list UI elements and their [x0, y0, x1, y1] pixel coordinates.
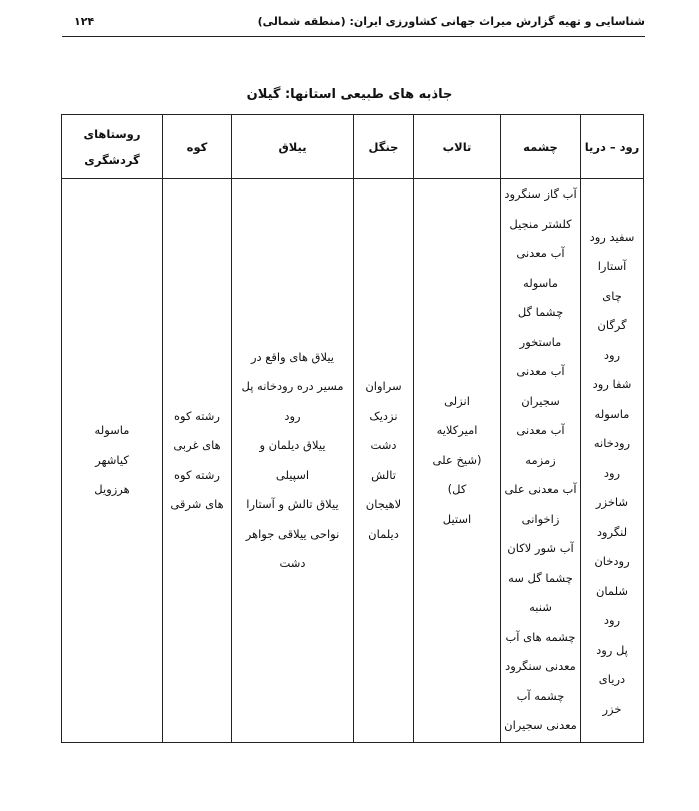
cell-line: ییلاق های واقع در — [250, 349, 335, 364]
cell-line: های غربی — [173, 438, 221, 452]
cell-line: کلشتر منجیل — [509, 216, 572, 231]
cell-line: رود — [603, 347, 621, 362]
cell-line: ماسوله — [523, 275, 558, 290]
column-header-mountain: کوه — [163, 115, 232, 179]
cell-line: رشته کوه — [174, 408, 220, 423]
column-header-spring: چشمه — [501, 115, 581, 179]
cell-line: اسپیلی — [275, 467, 310, 482]
cell-line: استیل — [442, 511, 472, 526]
cell-line: رود — [284, 408, 301, 423]
cell-mountain — [163, 179, 232, 743]
cell-line: چشما گل — [517, 305, 564, 320]
cell-line: سراوان — [365, 379, 402, 393]
cell-line: معدنی سجیران — [504, 718, 577, 733]
cell-line: شنبه — [529, 600, 552, 615]
cell-line: چشما گل سه — [508, 570, 573, 585]
page-number: ۱۲۴ — [74, 15, 95, 28]
cell-line: ماستخور — [519, 334, 562, 349]
cell-line: نزدیک — [369, 408, 398, 423]
cell-line: آب معدنی — [516, 364, 565, 379]
cell-line: امیرکلایه — [436, 423, 478, 438]
cell-line: هرزویل — [94, 482, 130, 497]
cell-line: آب شور لاکان — [507, 541, 574, 556]
cell-line: تالش — [371, 467, 396, 482]
column-header-river: رود – دریا — [581, 115, 644, 179]
cell-line: زمزمه — [525, 452, 556, 467]
column-header-lagoon: تالاب — [414, 115, 501, 179]
cell-line: رودخانه — [593, 436, 631, 451]
cell-line: آب گاز سنگرود — [504, 187, 577, 202]
cell-line: های شرقی — [170, 497, 224, 511]
cell-line: چای — [602, 288, 622, 303]
cell-line: انزلی — [444, 393, 470, 408]
running-header-title: شناسایی و تهیه گزارش میراث جهانی کشاورزی ایران: (منطقه شمالی) — [257, 15, 645, 28]
cell-line: مسیر دره رودخانه پل — [241, 379, 344, 393]
cell-line: آب معدنی — [516, 246, 565, 261]
cell-line: شلمان — [595, 583, 629, 598]
cell-line: خزر — [602, 701, 622, 716]
table-header-row — [62, 115, 644, 179]
cell-line: رشته کوه — [174, 467, 220, 482]
cell-line: آب معدنی — [516, 423, 565, 438]
cell-line: زاخوانی — [521, 511, 560, 526]
cell-line: رود — [603, 613, 621, 628]
cell-line: دیلمان — [368, 526, 399, 541]
cell-line: چشمه آب — [516, 688, 565, 703]
cell-line: لاهیجان — [365, 497, 402, 511]
cell-line: پل رود — [596, 642, 628, 657]
cell-line: نواحی ییلاقی جواهر — [245, 526, 340, 541]
cell-line: آستارا — [597, 259, 627, 274]
column-header-tourist-village: روستاهای گردشگری — [62, 115, 163, 179]
cell-line: دریای — [598, 672, 626, 687]
cell-summer-pasture — [232, 179, 354, 743]
cell-line: رودخان — [594, 554, 630, 569]
cell-line: لنگرود — [596, 524, 628, 539]
table-title: جاذبه های طبیعی استانها: گیلان — [246, 87, 453, 102]
cell-river — [581, 179, 644, 743]
cell-spring — [501, 179, 581, 743]
table-row — [62, 179, 644, 743]
cell-line: آب معدنی علی — [504, 482, 577, 497]
cell-line: دشت — [370, 438, 397, 452]
cell-line: گرگان — [597, 318, 627, 333]
cell-line: رود — [603, 465, 621, 480]
cell-line: (شیخ علی — [432, 452, 482, 467]
cell-tourist-village — [62, 179, 163, 743]
cell-line: شاخزر — [595, 495, 629, 510]
running-header — [62, 14, 645, 37]
cell-line: چشمه های آب — [505, 629, 576, 644]
cell-line: ییلاق تالش و آستارا — [246, 497, 339, 511]
cell-line: کل) — [447, 482, 467, 497]
cell-line: دشت — [279, 556, 306, 570]
cell-line: سجیران — [521, 393, 560, 408]
cell-forest — [354, 179, 414, 743]
cell-line: کیاشهر — [95, 452, 129, 467]
column-header-forest: جنگل — [354, 115, 414, 179]
attractions-table — [61, 114, 644, 743]
cell-lagoon — [414, 179, 501, 743]
cell-line: ماسوله — [594, 406, 630, 421]
column-header-summer-pasture: ییلاق — [232, 115, 354, 179]
cell-line: شفا رود — [592, 377, 632, 392]
cell-line: معدنی سنگرود — [505, 659, 576, 674]
cell-line: ماسوله — [94, 423, 130, 438]
cell-line: سفید رود — [589, 229, 635, 244]
cell-line: ییلاق دیلمان و — [259, 438, 326, 452]
